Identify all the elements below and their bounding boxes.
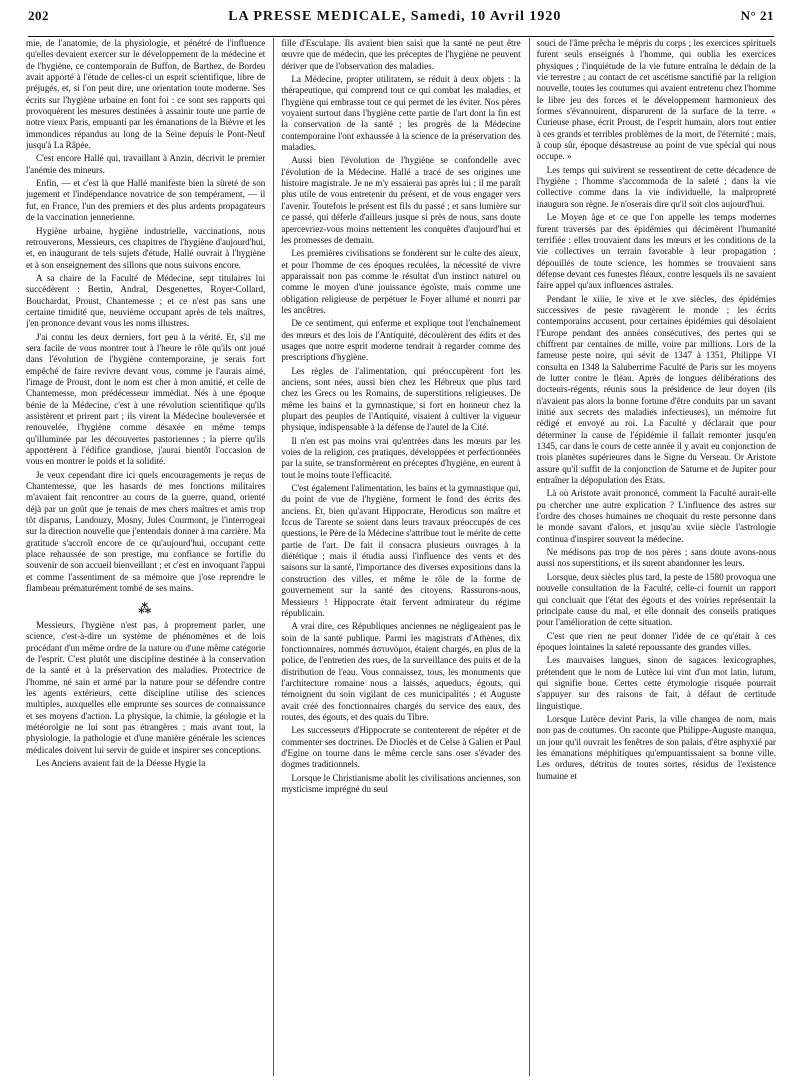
- issue-number: N° 21: [740, 8, 774, 23]
- paragraph: Ne médisons pas trop de nos pères ; sans doute avons-nous aussi nos superstitions, et ils surent abandonner les leurs.: [536, 547, 776, 569]
- paragraph: Hygiène urbaine, hygiène industrielle, vaccinations, nous retrouverons, Messieurs, ces chapitres de l'hygiène d'aujourd'hui, et, en inaugurant de tels sujets d'étude, Hallé ouvrait à l'hygiène et à son enseignement des sillons que nous suivons encore.: [26, 225, 266, 270]
- column-3: [529, 38, 776, 1076]
- paragraph: fille d'Esculape. Ils avaient bien saisi que la santé ne peut être œuvre que de médecin, que les préceptes de l'hygiène ne peuvent dériver que de l'observation des maladies.: [281, 38, 521, 71]
- paragraph: De ce sentiment, qui enferme et explique tout l'enchaînement des mœurs et des lois de l'Antiquité, découlèrent des édits et des usages que notre esprit moderne tendrait à regarder comme des prescriptions d'hygiène.: [281, 318, 521, 363]
- paragraph: Les Anciens avaient fait de la Déesse Hygie la: [36, 757, 206, 768]
- column-2: [273, 38, 520, 1076]
- paragraph: Enfin, — et c'est là que Hallé manifeste bien la sûreté de son jugement et l'indépendance novatrice de son tempérament, — il fut, en France, l'un des premiers et des plus ardents propagateurs de la vaccination jennerienne.: [26, 178, 266, 223]
- page-number: 202: [28, 8, 49, 23]
- text-columns: [26, 38, 776, 1076]
- paragraph: Les mauvaises langues, sinon de sagaces lexicographes, prétendent que le nom de Lutèce lui vint d'un mot latin, lutum, qui signifie boue. Certes cette étymologie risquée pourrait s'appuyer sur des raisons de fait, à défaut de certitude linguistique.: [536, 655, 776, 711]
- paragraph: Pendant le xiiie, le xive et le xve siècles, des épidémies successives de peste ravagèrent le monde ; les écrits contemporains accusent, pour certaines épidémies qui désolaient l'Europe pendant des années consécutives, des pertes qui se chiffrent par centaines de mille, voire par millions. Lors de la fameuse peste noire, qui sévit de 1347 à 1351, Philippe VI consulta en 1348 la Saluberrime Faculté de Paris sur les moyens de lutter contre le fléau. Après de longues délibérations des docteurs-régents, réunis sous la présidence de leur doyen (ils n'avaient pas alors la bonne fortune d'être conduits par un savant initié aux secrets des maladies infectieuses), un mémoire fut rédigé et envoyé au roi. La Faculté y déclarait que pour déterminer la cause de l'épidémie il fallait remonter jusqu'en 1345, car dans le cours de cette année il y avait eu conjonction de trois planètes supérieures dans le Signe du Verseau. Or Aristote assure qu'il suffit de la conjonction de Saturne et de Jupiter pour entraîner la dépopulation des Etats.: [536, 293, 776, 486]
- paragraph: C'est également l'alimentation, les bains et la gymnastique qui, du point de vue de l'hygiène, forment le fond des écrits des anciens. Et, bien qu'avant Hippocrate, Herodicus son maître et Iccus de Tarente se soient dans leurs travaux préoccupés de ces questions, le Père de la Médecine s'attribue tout le mérite de cette partie de l'art. De fait il consacra plusieurs ouvrages à la diététique ; mais il étudia aussi l'influence des vents et des saisons sur la santé, l'importance des diverses expositions dans la construction des villes, et même le rôle de la forme de gouvernement sur la santé des citoyens. Rassurons-nous, Messieurs ! Hippocrate était fervent admirateur du régime républicain.: [281, 483, 521, 618]
- paragraph: J'ai connu les deux derniers, fort peu à la vérité. Et, s'il me sera facile de vous montrer tout à l'heure le rôle qu'ils ont joué dans l'évolution de l'hygiène contemporaine, je serais fort empêché de faire revivre devant vous, comme je l'aurais aimé, l'image de Proust, dont le nom est cher à mon amitié, et celle de Chantemesse, mon prédécesseur immédiat. Nés à une époque bénie de la Médecine, c'est à une révolution scientifique qu'ils assistèrent et prirent part ; ils virent la Médecine bouleversée et renouvelée, l'hygiène comme désaxée en même temps qu'illuminée par les découvertes pastoriennes ; la pierre qu'ils apportèrent à l'édifice grandiose, j'aurai bientôt l'occasion de vous en montrer le poids et la solidité.: [26, 331, 266, 467]
- paragraph: Le Moyen âge et ce que l'on appelle les temps modernes furent traversés par des épidémies qui décimèrent l'humanité terrifiée : elles trouvaient dans les mœurs et les conditions de la vie collectives un terrain favorable à leur propagation ; dépouillés de toute science, les hommes se trouvaient sans défense devant ces funestes fléaux, contre lesquels ils ne savaient faire appel qu'aux influences astrales.: [536, 212, 776, 291]
- page-header: [28, 8, 774, 37]
- paragraph: Il n'en est pas moins vrai qu'entrées dans les mœurs par les voies de la religion, ces pratiques, développées et perfectionnées par la suite, se transformèrent en préceptes d'hygiène, en eurent à tout le moins toute l'efficacité.: [281, 435, 521, 480]
- paragraph: Aussi bien l'évolution de l'hygiène se confondelle avec l'évolution de la Médecine. Hallé a tracé de ses origines une histoire magistrale. Je ne m'y essaierai pas après lui ; il me paraît plus utile de vous entretenir du présent, et de vous engager vers l'avenir. Toutefois le présent est fils du passé ; et sans lumière sur ce passé, qui déferle d'ailleurs jusque si près de nous, sans doute apercevriez-vous moins nettement les conquêtes d'aujourd'hui et les promesses de demain.: [281, 155, 521, 245]
- paragraph: C'est encore Hallé qui, travaillant à Anzin, décrivit le premier l'anémie des mineurs.: [26, 153, 266, 175]
- paragraph: C'est que rien ne peut donner l'idée de ce qu'était à ces époques lointaines la saleté repoussante des grandes villes.: [536, 630, 776, 652]
- paragraph: Les temps qui suivirent se ressentirent de cette décadence de l'hygiène ; l'homme s'accommoda de la saleté ; dans la vie collective comme dans la vie individuelle, la malpropreté inaugura son règne. Je n'oserais dire qu'il soit clos aujourd'hui.: [536, 164, 776, 209]
- journal-title: LA PRESSE MEDICALE, Samedi, 10 Avril 1920: [228, 9, 562, 24]
- paragraph: mie, de l'anatomie, de la physiologie, et pénétré de l'influence qu'elles devaient exercer sur le développement de la médecine et de l'hygiène, ce contemporain de Buffon, de Barthez, de Bordeu avait apporté à l'étude de celles-ci un esprit scientifique, libre de préjugés, et, si l'on peut dire, une orientation toute moderne. Ses écrits sur l'hygiène urbaine en font foi : ce sont ses rapports qui provoquèrent les mesures destinées à assainir toute une partie de notre vieux Paris, empuanti par les émanations de la Bièvre et les immondices répandus au long de la Seine depuis le Pont-Neuf jusqu'à La Râpée.: [26, 38, 266, 151]
- paragraph: souci de l'âme prêcha le mépris du corps ; les exercices spirituels furent seuls enseignés à l'homme, qui oublia les exercices physiques ; l'inquiétude de la vie future entraîna le dédain de la vie terrestre ; au contact de cet ascétisme sanctifié par la religion nouvelle, toutes les coutumes qui avaient entretenu chez l'homme le libre jeu des forces et le développement harmonieux des formes s'évanouirent, disparurent de la surface de la terre. « Curieuse phase, écrit Proust, de l'esprit humain, alors tout entier à ces grands et terribles problèmes de la mort, de l'éternité ; mais, à coup sûr, époque désastreuse au point de vue spécial qui nous occupe. »: [536, 38, 776, 162]
- column-1: [26, 38, 265, 1076]
- paragraph: Je veux cependant dire ici quels encouragements je reçus de Chantemesse, que les hasards de mes fonctions militaires m'avaient fait rencontrer au cours de la guerre, quand, orienté déjà par un goût que je tenais de mes chers maîtres et amis trop tôt disparus, Landouzy, Mosny, Jules Courmont, je l'interrogeai sur la direction nouvelle que j'entendais donner à ma carrière. Ma gratitude s'accroît encore de ce qu'aujourd'hui, occupant cette place rehaussée de son prestige, ma confiance se fortifie du souvenir de son accueil bienveillant ; et c'est en invoquant l'appui et comme l'assentiment de sa mémoire que j'ose reprendre le flambeau prématurément tombé de ses mains.: [26, 469, 266, 594]
- paragraph: Les successeurs d'Hippocrate se contenterent de répéter et de commenter ses doctrines. De Dioclès et de Celse à Galien et Paul d'Egine on tourne dans le même cercle sans oser s'évader des dogmes traditionnels.: [281, 725, 521, 770]
- paragraph: A sa chaire de la Faculté de Médecine, sept titulaires lui succédèrent : Bertin, Andral, Desgenettes, Royer-Collard, Bouchardat, Proust, Chantemesse ; et ce n'est pas sans une certaine timidité que, neuvième occupant après de tels maîtres, j'en prononce devant vous les noms illustres.: [26, 272, 266, 329]
- paragraph: Lorsque, deux siècles plus tard, la peste de 1580 provoqua une nouvelle consultation de la Faculté, celle-ci fournit un rapport qui concluait que l'état des égouts et des voiries représentait la principale cause du mal, et elle donnait des conseils pratiques pour l'amélioration de cette situation.: [536, 571, 776, 628]
- paragraph: Les règles de l'alimentation, qui préoccupèrent fort les anciens, sont nées, aussi bien chez les Hébreux que plus tard chez les Grecs ou les Romains, de superstitions religieuses. De même les bains et la gymnastique, si fort en honneur chez la plupart des peuples de l'Antiquité, visaient à cultiver la vigueur physique, indispensable à la défense de l'autel de la Cité.: [281, 365, 521, 433]
- paragraph: Là où Aristote avait prononcé, comment la Faculté aurait-elle pu chercher une autre explication ? L'influence des astres sur l'ordre des choses humaines ne choquait du reste personne dans le monde savant d'alors, et jusqu'au xviie siècle l'astrologie continua d'inspirer souvent la médecine.: [536, 488, 776, 544]
- section-separator: ⁂: [138, 600, 154, 616]
- paragraph: Messieurs, l'hygiène n'est pas, à proprement parler, une science, c'est-à-dire un système de phénomènes et de lois procédant d'un même ordre de la nature ou d'une même catégorie de l'esprit. C'est plutôt une discipline destinée à la conservation de la santé et à la préservation des maladies. Protectrice de l'homme, né sain et armé par la nature pour se défendre contre les agents extérieurs, cette discipline utilise des sciences multiples, auxquelles elle emprunte ses sources de connaissance et ses moyens d'action. La physique, la chimie, la géologie et la météorolgie ne lui sont pas étrangères ; mais avant tout, la physiologie, la pathologie et d'une manière générale les sciences médicales doivent lui servir de guide et inspirer ses conceptions.: [26, 619, 266, 755]
- paragraph: Lorsque Lutèce devint Paris, la ville changea de nom, mais non pas de coutumes. On raconte que Philippe-Auguste manqua, un jour qu'il ouvrait les fenêtres de son palais, d'être asphyxié par les émanations méphitiques qu'empuantissaient sa bonne ville. Les ordures, détritus de toutes sortes, résidus de l'existence humaine et: [536, 713, 776, 781]
- paragraph: Les premières civilisations se fondèrent sur le culte des aïeux, et pour l'homme de ces époques reculées, la nécessité de vivre apparaissait non pas comme le résultat d'un instinct naturel ou comme le moyen d'une jouissance égoïste, mais comme une obligation religieuse de perpétuer le Foyer allumé et nourri par les ancêtres.: [281, 248, 521, 315]
- paragraph: A vrai dire, ces Républiques anciennes ne négligeaient pas le soin de la santé publique. Parmi les magistrats d'Athènes, dix fonctionnaires, nommés ἀστυνόμοι, étaient chargés, en plus de la police, de l'entretien des rues, de la surveillance des puits et de la distribution de l'eau. Vous connaissez, tous, les monuments que l'architecture romaine nous a laissés, aqueducs, égouts, qui témoignent du soin vigilant de ces municipalités ; et Auguste avait créé des fonctionnaires chargés du service des eaux, des routes, des égouts, et des quais du Tibre.: [281, 621, 521, 722]
- paragraph: Lorsque le Christianisme abolit les civilisations anciennes, son mysticisme imprégné du seul: [281, 772, 521, 794]
- paragraph: La Médecine, propter utilitatem, se réduit à deux objets : la thérapeutique, qui comprend tout ce qui combat les maladies, et l'hygiène qui embrasse tout ce qui permet de les éviter. Nos pères voyaient surtout dans l'hygiène cette partie de l'art dont la fin est la conservation de la santé ; les progrès de la Médecine contemporaine l'ont exhaussée à la science de la préservation des maladies.: [281, 74, 521, 153]
